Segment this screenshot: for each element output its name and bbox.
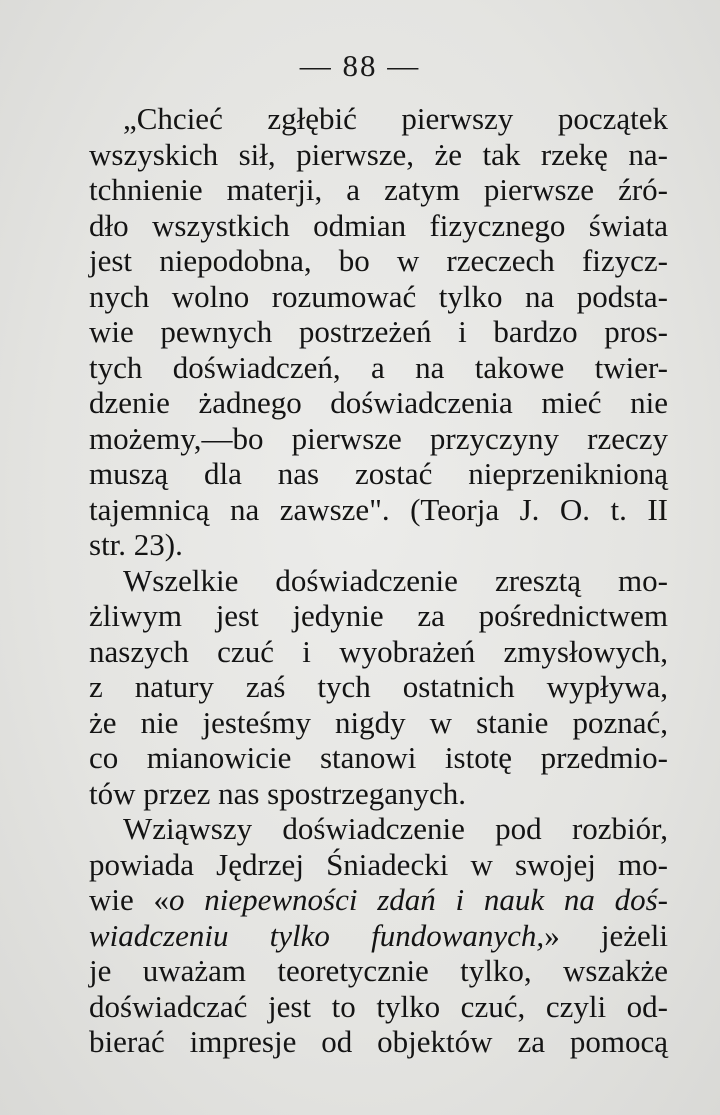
text-line: tych doświadczeń, a na takowe twier- bbox=[89, 349, 668, 385]
paragraph-1 bbox=[89, 101, 668, 563]
text-line: str. 23). bbox=[89, 527, 183, 562]
italic-title-text: o niepewności zdań i nauk na doś- bbox=[169, 882, 668, 917]
text-line: wie pewnych postrzeżeń i bardzo pros- bbox=[89, 314, 668, 349]
text-line: żliwym jest jedynie za pośrednictwem bbox=[89, 598, 668, 633]
text-line: Wziąwszy doświadczenie pod rozbiór, bbox=[123, 811, 668, 846]
text-line: tajemnicą na zawsze". (Teorja J. O. t. II bbox=[89, 491, 668, 527]
text-line: możemy,—bo pierwsze przyczyny rzeczy bbox=[89, 420, 668, 456]
text-line: naszych czuć i wyobrażeń zmysłowych, bbox=[89, 633, 668, 669]
text-line: doświadczać jest to tylko czuć, czyli od- bbox=[89, 988, 668, 1024]
text-line: nych wolno rozumować tylko na podsta- bbox=[89, 278, 668, 314]
text-line: bierać impresje od objektów za pomocą bbox=[89, 1024, 668, 1059]
text-line: dzenie żadnego doświadczenia mieć nie bbox=[89, 385, 668, 420]
text-line: tów przez nas spostrzeganych. bbox=[89, 775, 467, 811]
body-text bbox=[89, 101, 668, 1060]
paragraph-2 bbox=[89, 563, 668, 812]
text-line: Wszelkie doświadczenie zresztą mo- bbox=[123, 562, 668, 598]
text-line: że nie jesteśmy nigdy w stanie poznać, bbox=[89, 704, 668, 740]
text-line-mixed bbox=[89, 882, 668, 918]
text-line: co mianowicie stanowi istotę przedmio- bbox=[89, 740, 668, 775]
text-line: z natury zaś tych ostatnich wypływa, bbox=[89, 669, 668, 704]
text-run: wie « bbox=[89, 882, 169, 917]
italic-title-text: wiadczeniu tylko fundowanych, bbox=[89, 917, 545, 953]
text-line: „Chcieć zgłębić pierwszy początek bbox=[123, 101, 668, 136]
page-number: — 88 — bbox=[299, 48, 421, 83]
text-line: powiada Jędrzej Śniadecki w swojej mo- bbox=[89, 846, 668, 882]
text-run: » jeżeli bbox=[544, 917, 668, 953]
text-line: muszą dla nas zostać nieprzeniknioną bbox=[89, 456, 668, 491]
text-line: dło wszystkich odmian fizycznego świata bbox=[89, 207, 668, 243]
text-line: wszyskich sił, pierwsze, że tak rzekę na- bbox=[89, 136, 668, 172]
text-line: tchnienie materji, a zatym pierwsze źró- bbox=[89, 172, 668, 207]
text-line: je uważam teoretycznie tylko, wszakże bbox=[89, 953, 668, 988]
text-line: jest niepodobna, bo w rzeczech fizycz- bbox=[89, 243, 668, 278]
paragraph-3 bbox=[89, 811, 668, 1060]
text-line-mixed bbox=[89, 918, 668, 954]
